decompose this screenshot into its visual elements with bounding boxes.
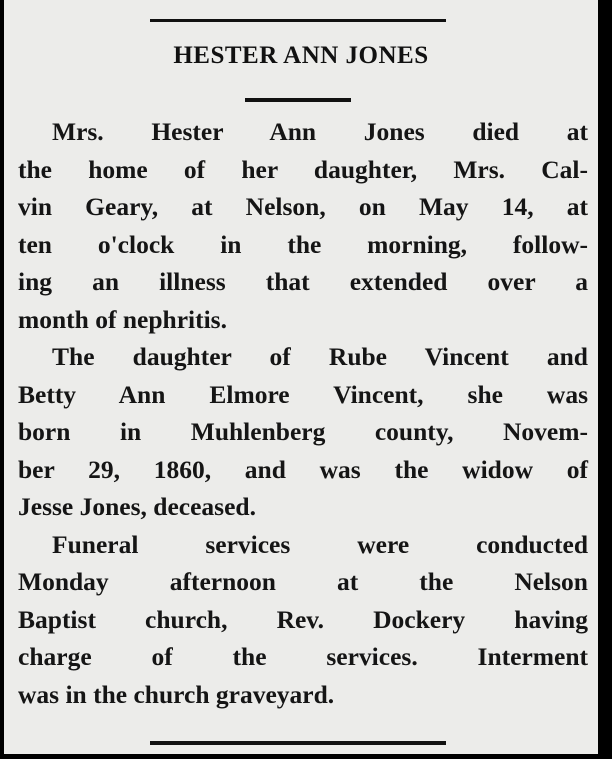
bottom-rule	[150, 741, 446, 745]
article-title: HESTER ANN JONES	[173, 42, 429, 69]
article-line: ten o'clock in the morning, follow-	[18, 229, 588, 259]
article-line: Baptist church, Rev. Dockery having	[18, 604, 588, 634]
article-line: Jesse Jones, deceased.	[18, 492, 256, 521]
article-line: Betty Ann Elmore Vincent, she was	[18, 379, 588, 409]
article-body	[18, 113, 588, 713]
article-line: the home of her daughter, Mrs. Cal-	[18, 154, 588, 184]
article-line: charge of the services. Interment	[18, 642, 588, 671]
article-line: Monday afternoon at the Nelson	[18, 567, 588, 596]
newspaper-clipping	[4, 0, 598, 754]
article-line: month of nephritis.	[18, 304, 227, 334]
article-line: was in the church graveyard.	[18, 679, 335, 709]
article-line: vin Geary, at Nelson, on May 14, at	[18, 192, 588, 221]
article-line: born in Muhlenberg county, Novem-	[18, 417, 588, 446]
article-line: The daughter of Rube Vincent and	[52, 342, 588, 371]
top-rule	[150, 19, 446, 22]
title-rule	[245, 98, 351, 102]
article-line: Funeral services were conducted	[52, 529, 588, 559]
article-line: ing an illness that extended over a	[18, 267, 588, 296]
article-line: Mrs. Hester Ann Jones died at	[52, 117, 588, 146]
article-line: ber 29, 1860, and was the widow of	[18, 454, 588, 484]
